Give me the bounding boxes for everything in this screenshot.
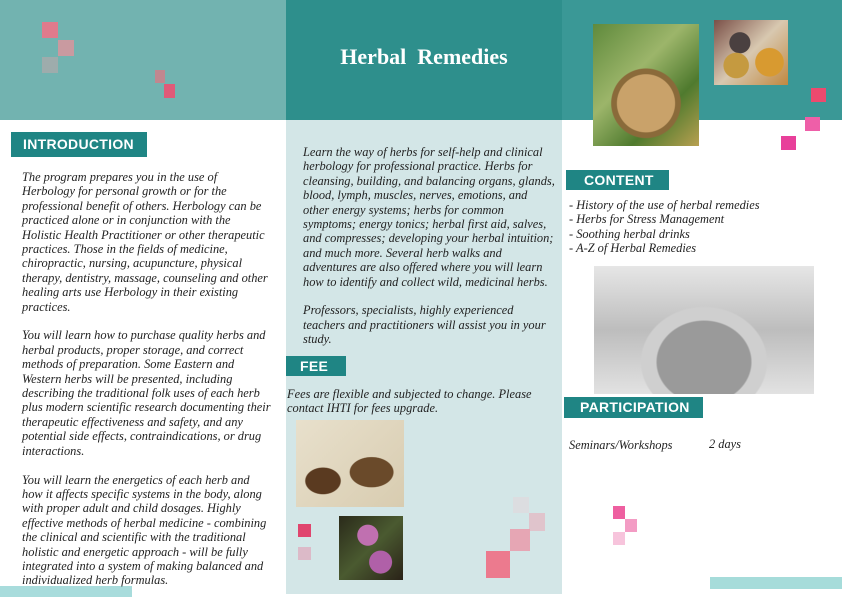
decor-square (486, 551, 510, 578)
decor-square (625, 519, 637, 532)
mortar-pestle-image (593, 24, 699, 146)
bottom-right-bar (710, 577, 842, 589)
introduction-paragraph: You will learn the energetics of each herb and how it affects specific systems in the body, along with proper adult and child dosages. Highly effective methods of herbal medicine - combining the clinical and scientific with the traditional holistic and energetic approach - will be fully integrated into a system of making balanced and individualized herb formulas. (22, 472, 267, 588)
decor-square (811, 88, 826, 102)
introduction-heading: INTRODUCTION (11, 132, 147, 157)
decor-square (513, 497, 529, 513)
decor-square (155, 70, 165, 83)
content-item: - Soothing herbal drinks (569, 226, 690, 241)
decor-square (613, 506, 625, 519)
decor-square (529, 513, 545, 531)
herbal-powders-image (714, 20, 788, 85)
herbs-roots-image (296, 420, 404, 507)
decor-square (805, 117, 820, 131)
decor-square (42, 57, 58, 73)
introduction-text (22, 170, 272, 602)
content-item: - Herbs for Stress Management (569, 212, 725, 227)
middle-text (303, 145, 555, 361)
content-heading: CONTENT (566, 170, 669, 190)
middle-paragraph: Learn the way of herbs for self-help and clinical herbology for professional practice. Herbs for cleansing, building, and balancing organs, glands, blood, lymph, muscles, nerves, emotions, and other energy systems; herbs for common symptoms; energy tonics; herbal first aid, salves, and compresses; developing your herbal intuition; and much more. Several herb walks and adventures are also offered where you will learn how to identify and collect wild, medicinal herbs. (303, 145, 555, 289)
page-title: Herbal Remedies (340, 44, 508, 69)
participation-heading: PARTICIPATION (564, 397, 703, 418)
participation-label: Seminars/Workshops (569, 438, 673, 452)
decor-square (510, 529, 530, 551)
introduction-paragraph: You will learn how to purchase quality herbs and herbal products, proper storage, and correct methods of preparation. Some Eastern and Western herbs will be presented, including describing the traditional folk uses of each herb plus modern scientific research documenting their therapeutic effectiveness and safety, and any potential side effects, contraindications, or drug interactions. (22, 328, 271, 458)
decor-square (298, 524, 311, 537)
passion-flower-image (339, 516, 403, 580)
content-item: - History of the use of herbal remedies (569, 198, 760, 212)
herbal-products-image (594, 266, 814, 394)
decor-square (781, 136, 796, 150)
decor-square (58, 40, 74, 56)
participation-duration: 2 days (709, 437, 742, 451)
decor-square (613, 532, 625, 545)
middle-paragraph: Professors, specialists, highly experienced teachers and practitioners will assist you in your study. (303, 303, 546, 347)
fee-text: Fees are flexible and subjected to change. Please contact IHTI for fees upgrade. (287, 387, 532, 416)
introduction-paragraph: The program prepares you in the use of Herbology for personal growth or for the professional benefit of others. Herbology can be practiced alone or in conjunction with the Holistic Health Practitioner or other therapeutic practices. Those in the fields of medicine, chiropractic, nursing, acupuncture, physical therapy, dentistry, massage, counseling and other healing arts use Herbology in their existing practices. (22, 170, 268, 314)
content-list (569, 198, 829, 256)
decor-square (42, 22, 58, 38)
fee-heading: FEE (286, 356, 346, 376)
decor-square (298, 547, 311, 560)
content-item: - A-Z of Herbal Remedies (569, 241, 697, 256)
decor-square (164, 84, 175, 98)
